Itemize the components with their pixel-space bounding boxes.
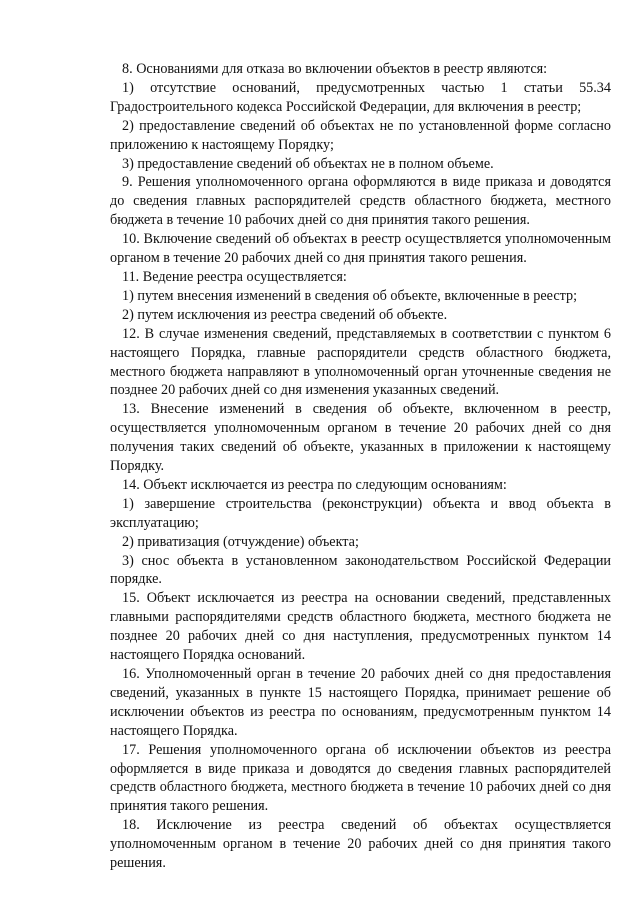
- paragraph-11-heading: 11. Ведение реестра осуществляется:: [122, 268, 347, 285]
- paragraph-14-heading: 14. Объект исключается из реестра по следующим основаниям:: [122, 476, 507, 493]
- paragraph-14-item-3: 3) снос объекта в установленном законодательством Российской Федерации порядке.: [110, 552, 611, 588]
- paragraph-11-item-1: 1) путем внесения изменений в сведения об объекте, включенные в реестр;: [122, 287, 578, 304]
- paragraph-15: 15. Объект исключается из реестра на основании сведений, представленных главными распорядителями средств областного бюджета, местного бюджета не позднее 20 рабочих дней со дня наступления, предусмотренных пунктом 14 настоящего Порядка оснований.: [110, 590, 611, 664]
- paragraph-18: 18. Исключение из реестра сведений об объектах осуществляется уполномоченным органом в течение 20 рабочих дней со дня принятия такого решения.: [110, 817, 611, 872]
- paragraph-13: 13. Внесение изменений в сведения об объекте, включенном в реестр, осуществляется уполномоченным органом в течение 20 рабочих дней со дня получения таких сведений об объекте, указанных в приложении к настоящему Порядку.: [110, 401, 611, 475]
- document-page: [110, 60, 611, 873]
- paragraph-8-item-3: 3) предоставление сведений об объектах не в полном объеме.: [122, 155, 494, 172]
- paragraph-11-item-2: 2) путем исключения из реестра сведений об объекте.: [122, 306, 448, 323]
- paragraph-10: 10. Включение сведений об объектах в реестр осуществляется уполномоченным органом в течение 20 рабочих дней со дня принятия такого решения.: [110, 231, 611, 267]
- paragraph-14-item-1: 1) завершение строительства (реконструкции) объекта и ввод объекта в эксплуатацию;: [110, 495, 611, 531]
- paragraph-17: 17. Решения уполномоченного органа об исключении объектов из реестра оформляется в виде приказа и доводятся до сведения главных распорядителей средств областного бюджета, местного бюджета в течение 10 рабочих дней со дня принятия такого решения.: [110, 741, 611, 815]
- paragraph-16: 16. Уполномоченный орган в течение 20 рабочих дней со дня предоставления сведений, указанных в пункте 15 настоящего Порядка, принимает решение об исключении объектов из реестра по основаниям, предусмотренным пунктом 14 настоящего Порядка.: [110, 666, 611, 739]
- paragraph-9: 9. Решения уполномоченного органа оформляются в виде приказа и доводятся до сведения главных распорядителей средств областного бюджета, местного бюджета в течение 10 рабочих дней со дня принятия такого решения.: [110, 174, 611, 229]
- paragraph-8-heading: 8. Основаниями для отказа во включении объектов в реестр являются:: [122, 61, 548, 77]
- paragraph-12: 12. В случае изменения сведений, представляемых в соответствии с пунктом 6 настоящего Порядка, главные распорядители средств областного бюджета, местного бюджета направляют в уполномоченный орган уточненные сведения не позднее 20 рабочих дней со дня изменения указанных сведений.: [110, 325, 611, 399]
- paragraph-8-item-1: 1) отсутствие оснований, предусмотренных частью 1 статьи 55.34 Градостроительного кодекса Российской Федерации, для включения в реестр;: [110, 79, 611, 115]
- paragraph-14-item-2: 2) приватизация (отчуждение) объекта;: [122, 533, 359, 550]
- paragraph-8-item-2: 2) предоставление сведений об объектах не по установленной форме согласно приложению к настоящему Порядку;: [110, 117, 611, 153]
